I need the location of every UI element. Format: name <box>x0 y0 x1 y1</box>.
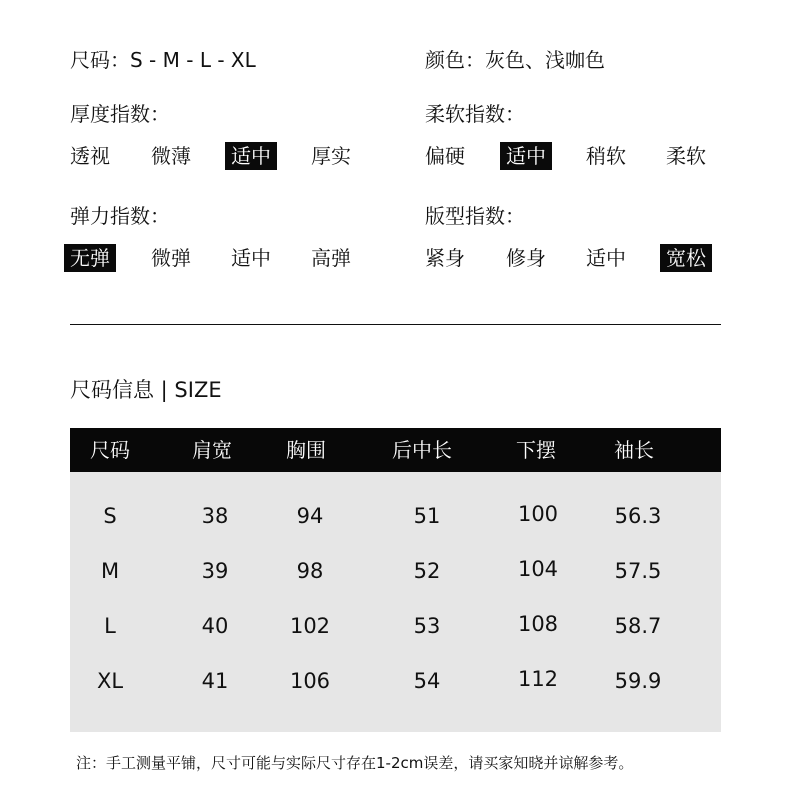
header-back-length: 后中长 <box>392 438 452 462</box>
thickness-option: 厚实 <box>311 144 351 168</box>
elasticity-option-selected: 无弹 <box>64 244 116 272</box>
softness-index-label: 柔软指数： <box>425 102 525 126</box>
table-cell: 41 <box>201 669 229 693</box>
thickness-option: 微薄 <box>151 144 191 168</box>
table-cell: 38 <box>201 504 229 528</box>
table-cell: 53 <box>413 614 441 638</box>
table-cell: 54 <box>413 669 441 693</box>
header-chest: 胸围 <box>286 438 326 462</box>
table-cell: 94 <box>296 504 324 528</box>
section-divider <box>70 324 721 325</box>
table-cell: 59.9 <box>614 669 662 693</box>
softness-option: 柔软 <box>666 144 706 168</box>
table-cell: XL <box>96 669 124 693</box>
thickness-option-selected: 适中 <box>225 142 277 170</box>
table-cell: M <box>100 559 120 583</box>
thickness-option: 透视 <box>70 144 110 168</box>
elasticity-option: 适中 <box>231 246 271 270</box>
softness-option: 偏硬 <box>425 144 465 168</box>
table-cell: S <box>103 504 117 528</box>
elasticity-option: 高弹 <box>311 246 351 270</box>
table-cell: 51 <box>413 504 441 528</box>
table-cell: 102 <box>289 614 331 638</box>
fit-option-selected: 宽松 <box>660 244 712 272</box>
size-info-title: 尺码信息 | SIZE <box>70 378 222 402</box>
size-table-body <box>70 472 721 732</box>
table-cell: 52 <box>413 559 441 583</box>
table-cell: 56.3 <box>614 504 662 528</box>
table-cell: 106 <box>289 669 331 693</box>
header-hem: 下摆 <box>516 438 556 462</box>
elasticity-index-label: 弹力指数： <box>70 204 170 228</box>
header-shoulder: 肩宽 <box>192 438 232 462</box>
size-line: 尺码：S - M - L - XL <box>70 48 256 72</box>
elasticity-option: 微弹 <box>151 246 191 270</box>
header-size: 尺码 <box>90 438 130 462</box>
fit-option: 紧身 <box>425 246 465 270</box>
size-table-header <box>70 428 721 472</box>
thickness-index-label: 厚度指数： <box>70 102 170 126</box>
softness-option-selected: 适中 <box>500 142 552 170</box>
table-cell: 108 <box>517 612 559 636</box>
fit-index-label: 版型指数： <box>425 204 525 228</box>
fit-option: 修身 <box>506 246 546 270</box>
table-cell: 58.7 <box>614 614 662 638</box>
table-cell: 100 <box>517 502 559 526</box>
table-cell: 112 <box>517 667 559 691</box>
measurement-note: 注：手工测量平铺，尺寸可能与实际尺寸存在1-2cm误差，请买家知晓并谅解参考。 <box>76 754 634 772</box>
table-cell: 40 <box>201 614 229 638</box>
color-line: 颜色：灰色、浅咖色 <box>425 48 605 72</box>
table-cell: 57.5 <box>614 559 662 583</box>
table-cell: L <box>104 614 116 638</box>
header-sleeve: 袖长 <box>614 438 654 462</box>
table-cell: 104 <box>517 557 559 581</box>
fit-option: 适中 <box>586 246 626 270</box>
table-cell: 98 <box>296 559 324 583</box>
softness-option: 稍软 <box>586 144 626 168</box>
table-cell: 39 <box>201 559 229 583</box>
